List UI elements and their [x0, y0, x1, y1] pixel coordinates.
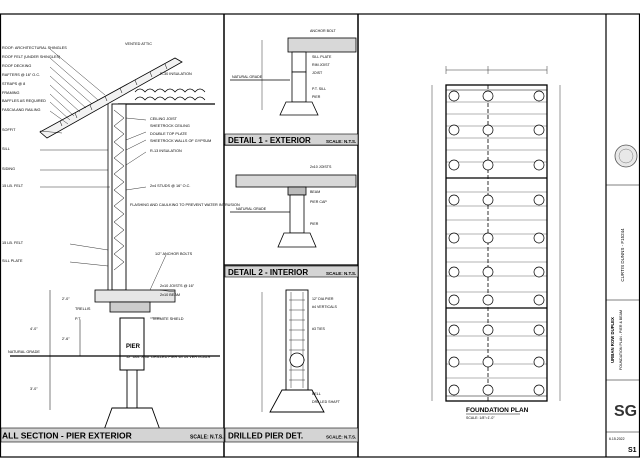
detail1-pier: [292, 72, 306, 102]
dim-2: 2'-6": [62, 337, 70, 341]
dp-label-b: #4 VERTICALS: [312, 305, 337, 309]
label-anchor-bolts: 1/2" ANCHOR BOLTS: [155, 252, 193, 256]
dim-3: 3'-0": [30, 387, 38, 391]
label-felt-2: 15 LB. FELT: [2, 241, 24, 245]
label-roof-decking: ROOF DECKING: [2, 64, 32, 68]
tb-date: 6.15.2022: [609, 437, 625, 441]
d2-label-grade: NATURAL GRADE: [236, 207, 267, 211]
label-vented-attic: VENTED ATTIC: [125, 42, 152, 46]
d2-label-a: 2x10 JOISTS: [310, 165, 332, 169]
pier-label: PIER: [126, 344, 141, 350]
tb-logo: SG: [614, 403, 638, 420]
dp-label-a: 12" DIA PIER: [312, 297, 334, 301]
d1-label-e: P.T. SILL: [312, 87, 327, 91]
label-felt-1: 15 LB. FELT: [2, 184, 24, 188]
dp-label-c: #3 TIES: [312, 327, 325, 331]
pier-bell: [104, 408, 160, 430]
tb-sheet-number: S1: [628, 447, 637, 454]
detail2-joist: [236, 175, 356, 187]
label-soffit: SOFFIT: [2, 128, 16, 132]
label-pier-note: 12" DIA. X 36" DRILLED PIER W/ #4 VERTICALS: [126, 355, 211, 359]
label-studs: 2x4 STUDS @ 16" O.C.: [150, 184, 191, 188]
label-joists: 2x10 JOISTS @ 16": [160, 284, 195, 288]
label-r30: R-30 INSULATION: [160, 72, 192, 76]
d1-label-grade: NATURAL GRADE: [232, 75, 263, 79]
beam: [110, 302, 150, 312]
wall-section-scale: SCALE: N.T.S.: [190, 434, 224, 441]
detail2-scale: SCALE: N.T.S.: [326, 271, 357, 276]
label-rafters: RAFTERS @ 16" O.C.: [2, 73, 41, 77]
d1-label-c: RIM JOIST: [312, 63, 330, 67]
detail2-beam: [288, 187, 306, 195]
drilled-title: DRILLED PIER DET.: [228, 431, 304, 441]
tb-project: URBAN ROW DUPLEX: [610, 317, 615, 363]
seal-stamp: [615, 145, 637, 167]
label-sill-plate: SILL PLATE: [2, 259, 23, 263]
label-pt: P.T.: [75, 317, 82, 321]
label-framing: FRAMING: [2, 91, 20, 95]
detail1-scale: SCALE: N.T.S.: [326, 139, 357, 144]
label-sheetrock-walls: SHEETROCK WALLS OF GYPSUM: [150, 139, 212, 143]
dp-label-d: BELL: [312, 392, 321, 396]
detail1-title: DETAIL 1 - EXTERIOR: [228, 136, 311, 145]
dp-label-e: DRILLED SHAFT: [312, 400, 340, 404]
detail1-joist: [288, 38, 356, 52]
dim-4: 2'-0": [62, 297, 70, 301]
foundation-outline: [446, 85, 547, 401]
label-double-top-plate: DOUBLE TOP PLATE: [150, 132, 188, 136]
label-siding: SIDING: [2, 167, 16, 171]
foundation-plan-panel: [432, 66, 560, 420]
foundation-title: FOUNDATION PLAN: [466, 407, 529, 414]
label-sill: SILL: [2, 147, 10, 151]
foundation-scale: SCALE: 1/8"=1'-0": [466, 416, 495, 420]
d1-label-f: PIER: [312, 95, 321, 99]
d2-label-d: PIER: [310, 222, 319, 226]
detail2-pier: [290, 195, 304, 233]
wall-section-title: ALL SECTION - PIER EXTERIOR: [2, 430, 132, 441]
label-roof-felt: ROOF FELT (UNDER SHINGLES): [2, 55, 61, 59]
d2-label-c: PIER CAP: [310, 200, 327, 204]
label-tall-note: FLASHING AND CAULKING TO PREVENT WATER INTRUSION: [130, 203, 240, 207]
label-termite: TERMITE SHIELD: [152, 317, 184, 321]
label-beam: 2x10 BEAM: [160, 293, 181, 297]
drilled-scale: SCALE: N.T.S.: [326, 434, 357, 440]
d2-label-b: BEAM: [310, 190, 321, 194]
pier-shaft: [127, 370, 137, 410]
detail1-bell: [280, 102, 318, 115]
d1-label-b: SILL PLATE: [312, 55, 332, 59]
tb-sheet-desc: FOUNDATION PLAN - PIER & BEAM: [619, 309, 623, 371]
label-trellis: TRELLIS: [75, 307, 91, 311]
d1-label-a: ANCHOR BOLT: [310, 29, 336, 33]
detail1-sill: [292, 52, 306, 72]
label-fascia: FASCIA AND RAILING: [2, 108, 41, 112]
label-straps: STRAPS @ 8: [2, 82, 26, 86]
label-baffles: BAFFLES AS REQUIRED: [2, 99, 46, 103]
d1-label-d: JOIST: [312, 71, 323, 75]
pier-cross-section: [290, 353, 304, 367]
label-architectural-shingles: ROOF: ARCHITECTURAL SHINGLES: [2, 46, 67, 50]
label-natural-grade: NATURAL GRADE: [8, 350, 40, 354]
detail2-title: DETAIL 2 - INTERIOR: [228, 268, 309, 277]
detail2-bell: [278, 233, 316, 247]
dim-1: 4'-0": [30, 327, 38, 331]
label-r13: R-13 INSULATION: [150, 149, 182, 153]
label-ceiling-joist: CEILING JOIST: [150, 117, 178, 121]
tb-client: CURTIS DUNNS - F15244: [620, 228, 625, 282]
label-sheetrock-ceiling: SHEETROCK CEILING: [150, 124, 190, 128]
